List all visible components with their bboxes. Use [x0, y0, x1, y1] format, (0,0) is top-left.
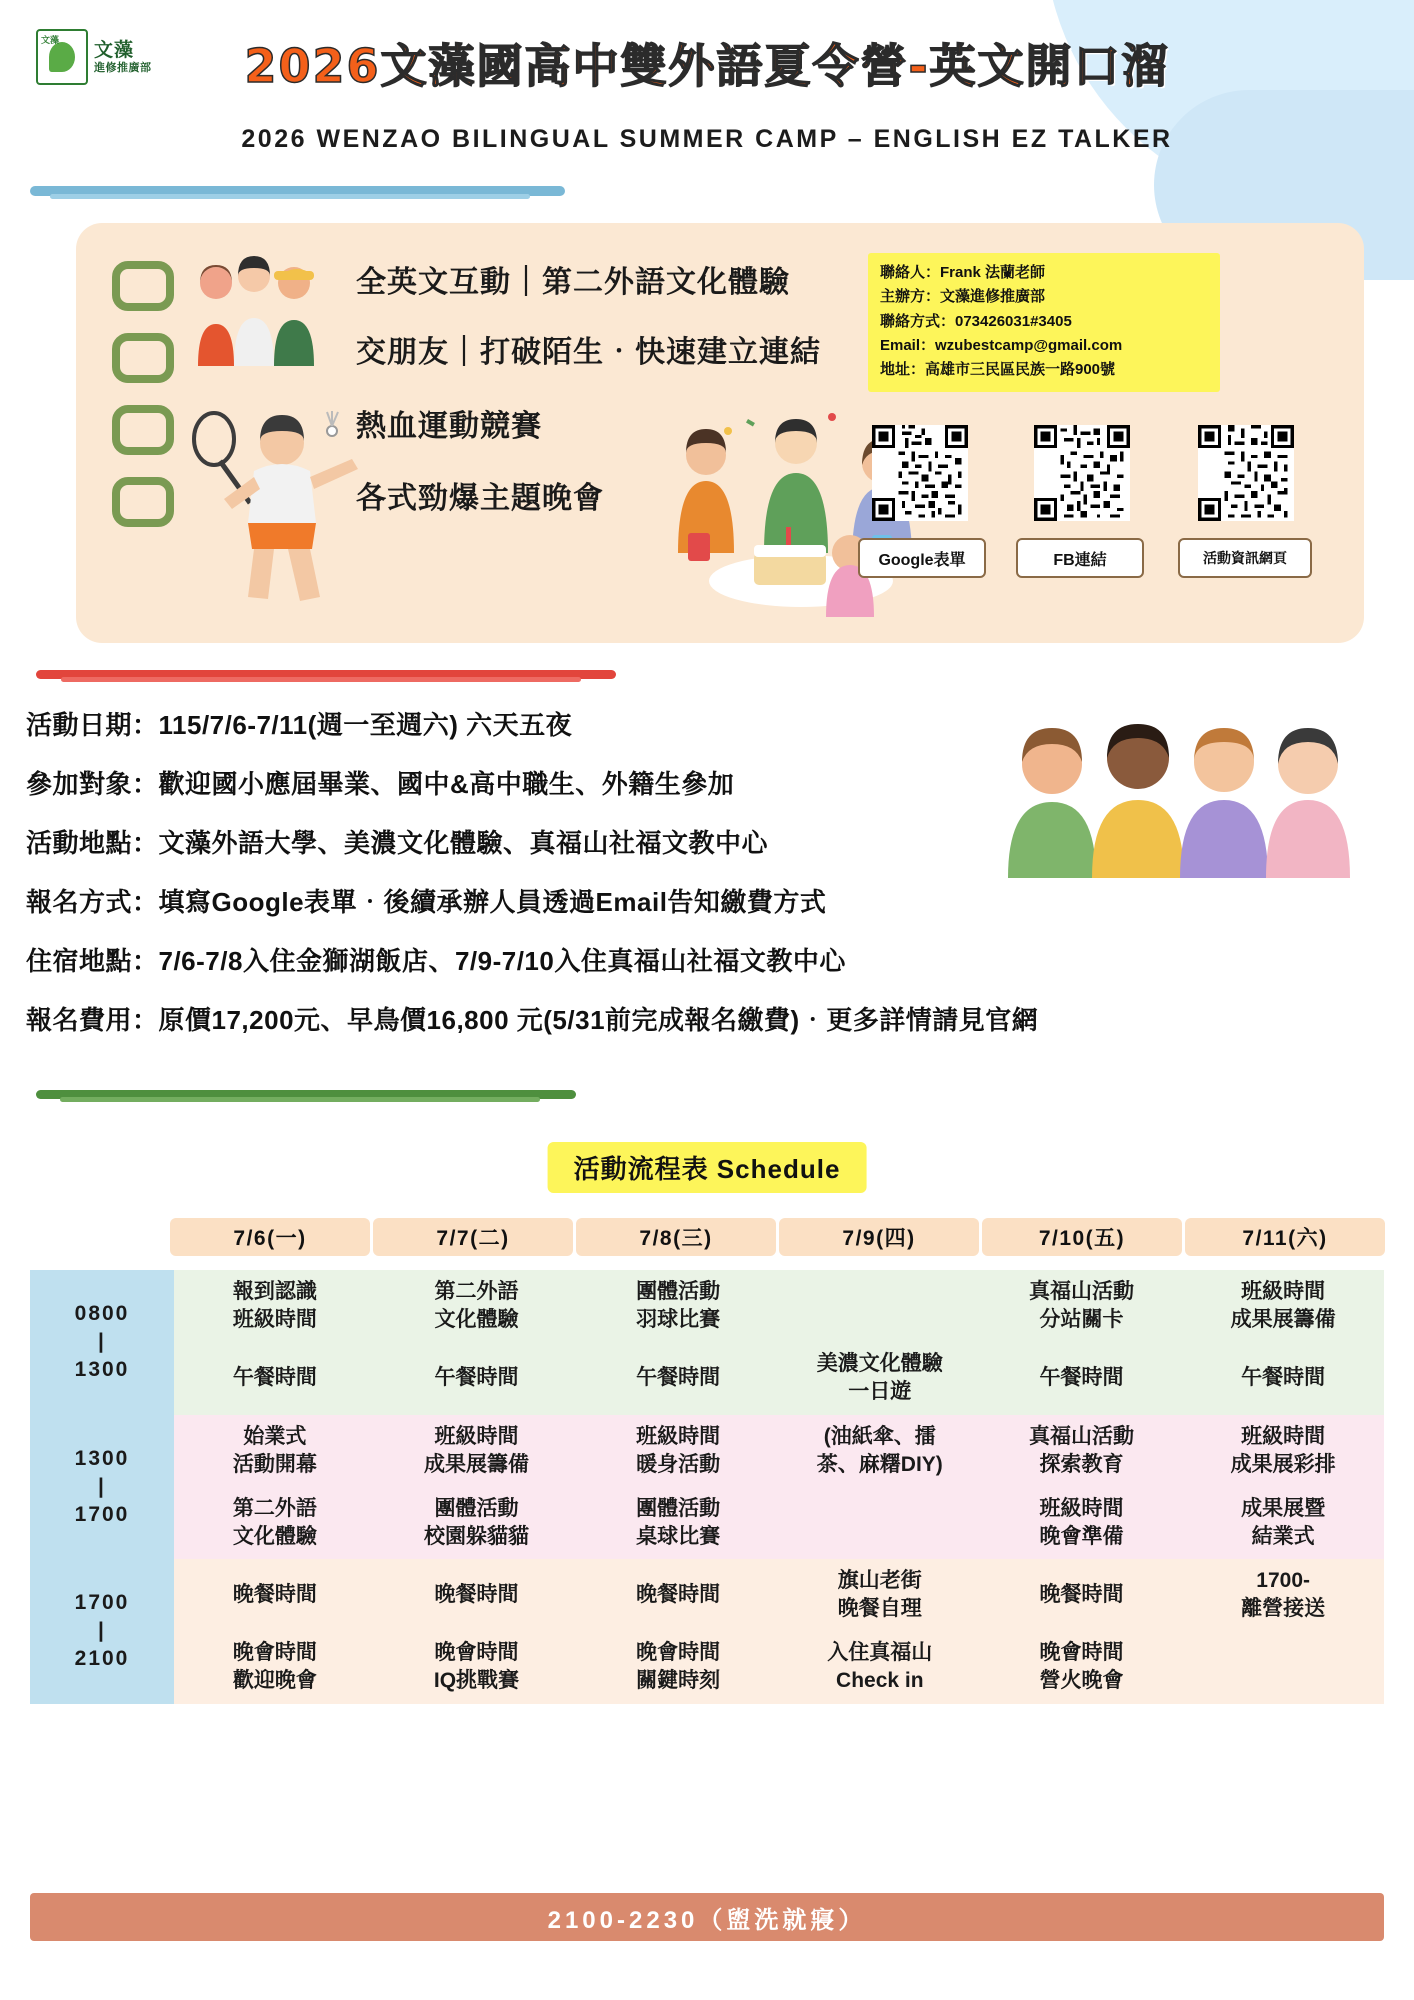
schedule-cell: 班級時間 暖身活動 [577, 1415, 779, 1487]
qr-label-fb-link[interactable]: FB連結 [1016, 538, 1144, 578]
feature-2: 交朋友｜打破陌生‧快速建立連結 [356, 336, 821, 369]
schedule-cell: 報到認識 班級時間 [174, 1270, 376, 1342]
contact-host: 主辦方：文藻進修推廣部 [880, 288, 1046, 306]
info-location: 活動地點：文藻外語大學、美濃文化體驗、真福山社福文教中心 [26, 828, 769, 858]
binder-ring-icon [112, 477, 174, 527]
schedule-cell: 晚餐時間 [376, 1559, 578, 1631]
divider-blue-brush [30, 186, 565, 196]
schedule-day-header: 7/7(二) [373, 1218, 573, 1256]
divider-green-brush [36, 1090, 576, 1099]
schedule-row [30, 1270, 1384, 1342]
schedule-cell [1182, 1631, 1384, 1703]
qr-code-event-webpage[interactable] [1198, 425, 1294, 521]
schedule-day-header: 7/10(五) [982, 1218, 1182, 1256]
schedule-cell [779, 1270, 981, 1342]
qr-code-fb-link[interactable] [1034, 425, 1130, 521]
contact-phone: 聯絡方式：073426031#3405 [880, 312, 1072, 330]
info-date: 活動日期：115/7/6-7/11(週一至週六) 六天五夜 [26, 710, 573, 740]
schedule-cell: 午餐時間 [1182, 1342, 1384, 1414]
schedule-cell: 班級時間 成果展彩排 [1182, 1415, 1384, 1487]
logo-line2: 進修推廣部 [94, 61, 152, 74]
schedule-cell: (油紙傘、擂 茶、麻糬DIY) [779, 1415, 981, 1487]
schedule-cell: 真福山活動 探索教育 [981, 1415, 1183, 1487]
friends-group-illustration [186, 251, 336, 371]
schedule-table [30, 1270, 1384, 1704]
contact-address: 地址：高雄市三民區民族一路900號 [880, 361, 1116, 379]
logo-mark-text: 文藻 [41, 35, 60, 45]
schedule-cell: 晚餐時間 [981, 1559, 1183, 1631]
badminton-kid-illustration [184, 391, 364, 606]
schedule-cell: 美濃文化體驗 一日遊 [779, 1342, 981, 1414]
schedule-time-cell: 1300 | 1700 [30, 1415, 174, 1560]
schedule-row [30, 1487, 1384, 1559]
qr-code-google-form[interactable] [872, 425, 968, 521]
schedule-row [30, 1631, 1384, 1703]
schedule-row [30, 1342, 1384, 1414]
schedule-cell: 晚會時間 歡迎晚會 [174, 1631, 376, 1703]
schedule-title: 活動流程表 Schedule [548, 1142, 867, 1193]
schedule-cell: 始業式 活動開幕 [174, 1415, 376, 1487]
schedule-cell: 午餐時間 [981, 1342, 1183, 1414]
logo-line1: 文藻 [94, 39, 135, 61]
schedule-cell: 旗山老街 晚餐自理 [779, 1559, 981, 1631]
schedule-cell: 團體活動 羽球比賽 [577, 1270, 779, 1342]
schedule-day-header: 7/11(六) [1185, 1218, 1385, 1256]
schedule-cell: 團體活動 桌球比賽 [577, 1487, 779, 1559]
schedule-cell: 團體活動 校園躲貓貓 [376, 1487, 578, 1559]
info-audience: 參加對象：歡迎國小應屆畢業、國中&高中職生、外籍生參加 [26, 769, 735, 799]
binder-ring-icon [112, 333, 174, 383]
schedule-cell: 晚餐時間 [174, 1559, 376, 1631]
schedule-cell: 第二外語 文化體驗 [174, 1487, 376, 1559]
binder-ring-icon [112, 405, 174, 455]
feature-1: 全英文互動｜第二外語文化體驗 [356, 266, 790, 299]
contact-email: Email：wzubestcamp@gmail.com [880, 336, 1123, 354]
schedule-cell: 晚會時間 營火晚會 [981, 1631, 1183, 1703]
schedule-cell: 午餐時間 [577, 1342, 779, 1414]
schedule-day-header: 7/9(四) [779, 1218, 979, 1256]
schedule-cell: 晚會時間 IQ挑戰賽 [376, 1631, 578, 1703]
schedule-cell: 真福山活動 分站關卡 [981, 1270, 1183, 1342]
schedule-row [30, 1415, 1384, 1487]
qr-label-event-webpage[interactable]: 活動資訊網頁 [1178, 538, 1312, 578]
event-info-list [26, 705, 1386, 1059]
schedule-cell: 入住真福山 Check in [779, 1631, 981, 1703]
binder-ring-icon [112, 261, 174, 311]
schedule-cell: 班級時間 成果展籌備 [1182, 1270, 1384, 1342]
schedule-cell: 班級時間 晚會準備 [981, 1487, 1183, 1559]
info-registration: 報名方式：填寫Google表單‧後續承辦人員透過Email告知繳費方式 [26, 887, 827, 917]
schedule-cell: 午餐時間 [174, 1342, 376, 1414]
contact-info-box [868, 253, 1220, 392]
schedule-cell: 午餐時間 [376, 1342, 578, 1414]
schedule-cell: 1700- 離營接送 [1182, 1559, 1384, 1631]
schedule-cell [779, 1487, 981, 1559]
schedule-cell: 成果展暨 結業式 [1182, 1487, 1384, 1559]
divider-red-brush [36, 670, 616, 679]
feature-4: 各式勁爆主題晚會 [356, 482, 604, 515]
schedule-footer-note: 2100-2230（盥洗就寢） [30, 1893, 1384, 1941]
contact-person: 聯絡人：Frank 法蘭老師 [880, 264, 1046, 281]
schedule-cell: 班級時間 成果展籌備 [376, 1415, 578, 1487]
schedule-day-header: 7/6(一) [170, 1218, 370, 1256]
schedule-time-cell: 0800 | 1300 [30, 1270, 174, 1415]
page-title-en: 2026 WENZAO BILINGUAL SUMMER CAMP – ENGLISH EZ TALKER [241, 125, 1173, 153]
info-fee: 報名費用：原價17,200元、早鳥價16,800 元(5/31前完成報名繳費)‧更多詳情請見官網 [26, 1005, 1039, 1035]
schedule-cell: 晚餐時間 [577, 1559, 779, 1631]
qr-label-google-form[interactable]: Google表單 [858, 538, 986, 578]
schedule-row [30, 1559, 1384, 1631]
feature-3: 熱血運動競賽 [356, 410, 542, 443]
page-title-zh: 2026文藻國高中雙外語夏令營-英文開口溜 [244, 39, 1170, 93]
schedule-time-cell: 1700 | 2100 [30, 1559, 174, 1704]
info-accommodation: 住宿地點：7/6-7/8入住金獅湖飯店、7/9-7/10入住真福山社福文教中心 [26, 946, 846, 976]
schedule-cell: 第二外語 文化體驗 [376, 1270, 578, 1342]
schedule-grid [30, 1270, 1384, 1704]
schedule-day-header: 7/8(三) [576, 1218, 776, 1256]
schedule-cell: 晚會時間 關鍵時刻 [577, 1631, 779, 1703]
